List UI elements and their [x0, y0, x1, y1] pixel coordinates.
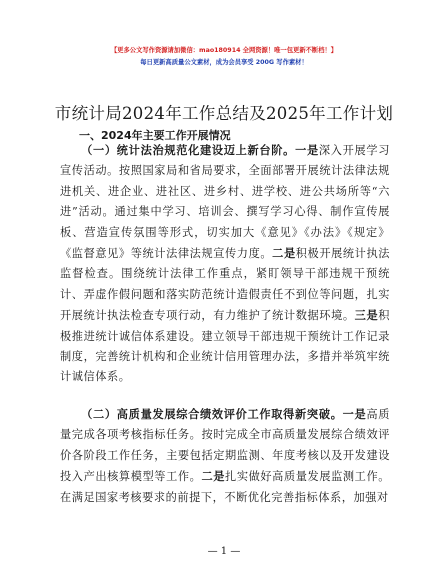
- point-marker: 二是: [272, 246, 296, 261]
- paragraph-text: 深入开展学习宣传活动。按照国家局和省局要求，全面部署开展统计法律法规进机关、进企业、进社区、进乡村、进学校、进公共场所等“六进”活动。通过集中学习、培训会、撰写学习心得、制作宣传展板、营造宣传氛围等形式，切实加大《意见》《办法》《规定》《监督意见》等统计法律法规宣传力度。: [60, 144, 390, 261]
- section-heading: 一、2024年主要工作开展情况: [79, 129, 231, 142]
- paragraph-text: 积极开展统计执法监督检查。围绕统计法律工作重点，紧盯领导干部违规干预统计、弄虚作假问题和落实防范统计造假责任不到位等问题，扎实开展统计执法检查专项行动，有力维护了统计数据环境。: [60, 247, 390, 323]
- paragraph-text: 高质量完成各项考核指标任务。按时完成全市高质量发展综合绩效评价各阶段工作任务，主要包括定期监测、年度考核以及开发建设投入产出核算模型等工作。: [60, 408, 390, 484]
- point-marker: 二是: [201, 469, 226, 484]
- promo-banner-line-1: 【更多公文写作资源请加微信：mao180914 全网资源！唯一包更新不断档！】: [110, 47, 338, 54]
- paragraph-text: 积极推进统计诚信体系建设。建立领导干部违规干预统计工作记录制度，完善统计机构和企业统计信用管理办法，多措并举筑牢统计诚信体系。: [60, 309, 390, 384]
- paragraph-text: 扎实做好高质量发展监测工作。在满足国家考核要求的前提下，不断优化完善指标体系，加强对: [60, 470, 390, 504]
- page-number: — 1 —: [207, 546, 241, 557]
- paragraph-1-lead: （一）统计法治规范化建设迈上新台阶。: [81, 143, 296, 157]
- paragraph-1: [60, 140, 390, 388]
- promo-banner-line-2: 每日更新高质量公文素材，成为会员享受 200G 写作素材！: [140, 59, 308, 66]
- point-marker: 一是: [295, 143, 319, 157]
- paragraph-2-lead: （二）高质量发展综合绩效评价工作取得新突破。: [81, 407, 343, 421]
- paragraph-2: [60, 404, 390, 508]
- point-marker: 三是: [354, 308, 379, 323]
- document-title: 市统计局2024年工作总结及2025年工作计划: [54, 104, 394, 123]
- point-marker: 一是: [342, 407, 367, 421]
